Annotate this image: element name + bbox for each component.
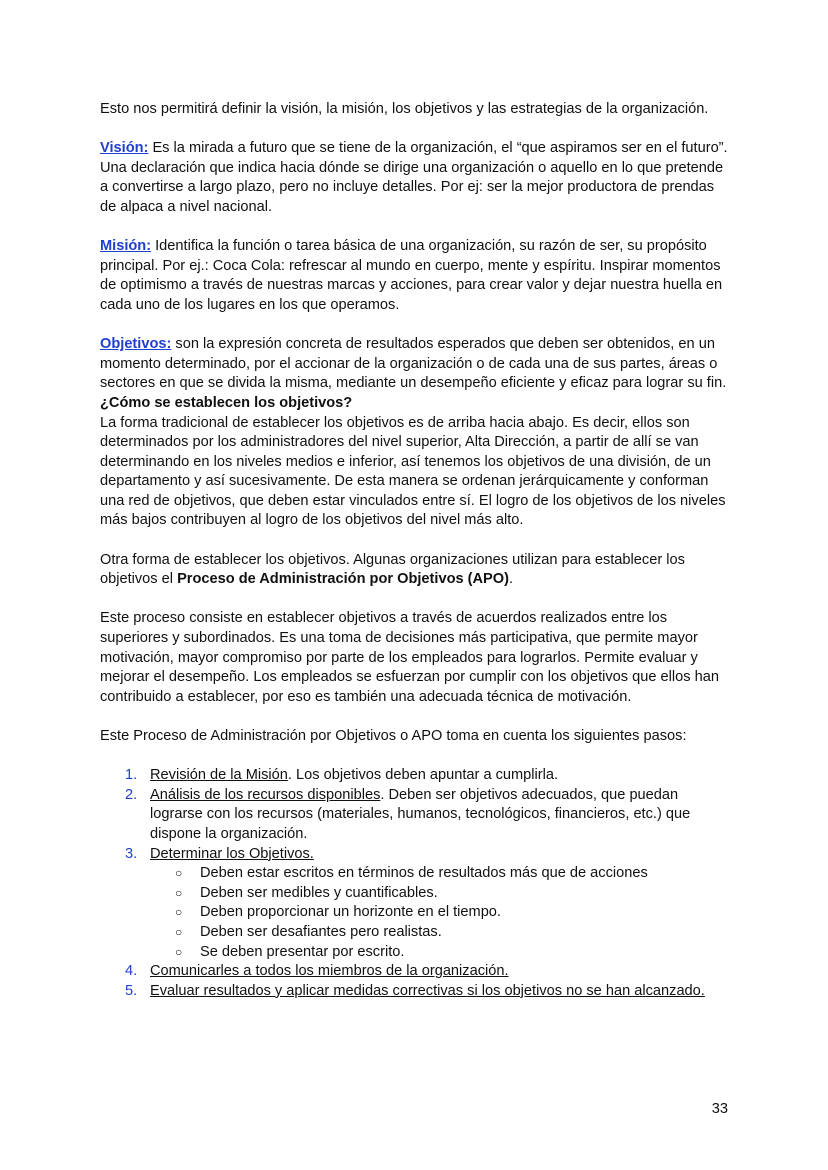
step-number: 4. — [125, 963, 138, 980]
vision-term: Visión: — [100, 140, 149, 157]
list-item — [100, 845, 730, 963]
vision-text: Es la mirada a futuro que se tiene de la organización, el “que aspiramos ser en el futuro”. Una declaración que indica hacia dónde se dirige una organización o aquello en lo que pretende a convertirse a largo plazo, pero no incluye detalles. Por ej: ser la mejor productora de prendas de alpaca a nivel nacional. — [100, 140, 728, 215]
page-number: 33 — [711, 1101, 728, 1117]
apo-term: Proceso de Administración por Objetivos (APO) — [177, 571, 510, 588]
pasos-intro: Este Proceso de Administración por Objetivos o APO toma en cuenta los siguientes pasos: — [100, 728, 687, 744]
mision-text: Identifica la función o tarea básica de una organización, su razón de ser, su propósito principal. Por ej.: Coca Cola: refrescar al mundo en cuerpo, mente y espíritu. Inspirar momentos de optimismo a través de nuestras marcas y acciones, para crear valor y dejar nuestra huella en cada uno de los lugares en los que operamos. — [100, 238, 723, 313]
sub-list-item — [150, 884, 730, 904]
bullet-icon: ○ — [175, 924, 183, 939]
otra-forma-text: Otra forma de establecer los objetivos. Algunas organizaciones utilizan para establecer los objetivos el — [100, 551, 685, 588]
list-item — [100, 982, 730, 1002]
step-number: 1. — [125, 767, 138, 784]
step-title: Determinar los Objetivos. — [150, 845, 314, 862]
sub-item-text: Deben estar escritos en términos de resultados más que de acciones — [200, 865, 648, 882]
step-number: 5. — [125, 982, 138, 999]
objetivos-paragraph — [100, 335, 730, 413]
objetivos-term: Objetivos: — [100, 336, 172, 353]
sub-item-text: Se deben presentar por escrito. — [200, 943, 405, 960]
step-title: Evaluar resultados y aplicar medidas correctivas si los objetivos no se han alcanzado. — [150, 982, 705, 999]
bullet-icon: ○ — [175, 944, 183, 959]
vision-paragraph — [100, 139, 730, 217]
mision-paragraph — [100, 237, 730, 315]
step-number: 3. — [125, 845, 138, 862]
sub-item-text: Deben proporcionar un horizonte en el tiempo. — [200, 904, 501, 921]
sub-list-item — [150, 923, 730, 943]
step-title: Comunicarles a todos los miembros de la organización. — [150, 963, 509, 980]
sub-list — [150, 864, 730, 962]
otra-forma-paragraph — [100, 551, 730, 590]
objetivos-text: son la expresión concreta de resultados esperados que deben ser obtenidos, en un momento determinado, por el accionar de la organización o de cada una de sus partes, áreas o sectores en que se divida la misma, mediante un desempeño eficiente y eficaz para lograr su fin. — [100, 336, 727, 392]
sub-list-item — [150, 864, 730, 884]
sub-list-item — [150, 943, 730, 963]
bullet-icon: ○ — [175, 866, 183, 881]
sub-item-text: Deben ser desafiantes pero realistas. — [200, 923, 442, 940]
forma-tradicional-paragraph: La forma tradicional de establecer los objetivos es de arriba hacia abajo. Es decir, ellos son determinados por los administradores del nivel superior, Alta Dirección, a partir de allí se van determinando en los niveles medios e inferior, así tenemos los objetivos de una división, de un departamento y así sucesivamente. De esta manera se ordenan jerárquicamente y conforman una red de objetivos, que deben estar vinculados entre sí. El logro de los objetivos de los niveles más bajos contribuyen al logro de los objetivos del nivel más alto. — [100, 414, 726, 529]
document-page — [100, 100, 730, 1001]
intro-paragraph: Esto nos permitirá definir la visión, la misión, los objetivos y las estrategias de la organización. — [100, 101, 709, 117]
step-number: 2. — [125, 786, 138, 803]
bullet-icon: ○ — [175, 885, 183, 900]
otra-forma-end: . — [509, 571, 514, 588]
objetivos-question: ¿Cómo se establecen los objetivos? — [100, 394, 353, 411]
proceso-paragraph: Este proceso consiste en establecer objetivos a través de acuerdos realizados entre los superiores y subordinados. Es una toma de decisiones más participativa, que permite mayor motivación, mayor compromiso por parte de los empleados para lograrlos. Permite evaluar y mejorar el desempeño. Los empleados se esfuerzan por cumplir con los objetivos que ellos han contribuido a establecer, por eso es también una adecuada técnica de motivación. — [100, 610, 719, 705]
list-item — [100, 786, 730, 845]
sub-item-text: Deben ser medibles y cuantificables. — [200, 884, 438, 901]
step-title: Análisis de los recursos disponibles — [150, 786, 381, 803]
step-text: . Deben ser objetivos adecuados, que puedan lograrse con los recursos (materiales, humanos, tecnológicos, financieros, etc.) que dispone la organización. — [150, 786, 691, 842]
steps-list — [100, 766, 730, 1001]
list-item — [100, 766, 730, 786]
list-item — [100, 962, 730, 982]
step-title: Revisión de la Misión — [150, 767, 288, 784]
bullet-icon: ○ — [175, 905, 183, 920]
sub-list-item — [150, 903, 730, 923]
mision-term: Misión: — [100, 238, 152, 255]
step-text: . Los objetivos deben apuntar a cumplirla. — [287, 767, 559, 784]
